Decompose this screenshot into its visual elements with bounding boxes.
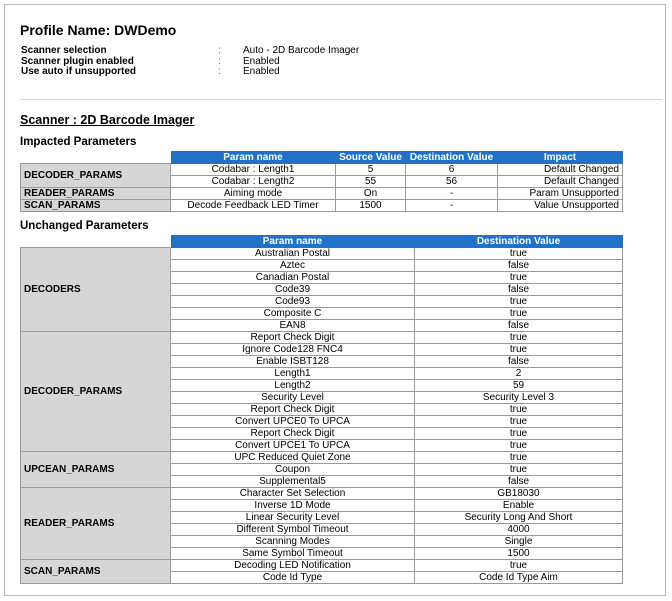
table-cell: Length2 xyxy=(171,380,415,392)
group-name-cell: SCAN_PARAMS xyxy=(21,560,171,584)
table-cell: Character Set Selection xyxy=(171,488,415,500)
table-row xyxy=(21,200,623,212)
header-impact: Impact xyxy=(498,152,623,164)
table-cell: Convert UPCE1 To UPCA xyxy=(171,440,415,452)
summary-value: Enabled xyxy=(243,66,280,77)
table-cell: true xyxy=(415,272,623,284)
table-cell: Australian Postal xyxy=(171,248,415,260)
table-cell: Convert UPCE0 To UPCA xyxy=(171,416,415,428)
table-row xyxy=(21,188,623,200)
table-cell: true xyxy=(415,452,623,464)
header-param-name: Param name xyxy=(171,236,415,248)
table-cell: true xyxy=(415,248,623,260)
table-cell: UPC Reduced Quiet Zone xyxy=(171,452,415,464)
table-cell: Scanning Modes xyxy=(171,536,415,548)
table-cell: true xyxy=(415,404,623,416)
header-param-name: Param name xyxy=(171,152,336,164)
table-row xyxy=(21,488,623,500)
group-name-cell: DECODER_PARAMS xyxy=(21,332,171,452)
header-group-column xyxy=(21,236,171,248)
table-cell: 1500 xyxy=(415,548,623,560)
table-cell: Different Symbol Timeout xyxy=(171,524,415,536)
group-name-cell: DECODERS xyxy=(21,248,171,332)
table-cell: Decoding LED Notification xyxy=(171,560,415,572)
table-cell: 55 xyxy=(336,176,406,188)
table-cell: Security Level xyxy=(171,392,415,404)
table-cell: 6 xyxy=(406,164,498,176)
table-cell: Code93 xyxy=(171,296,415,308)
unchanged-parameters-table xyxy=(20,235,623,584)
table-cell: true xyxy=(415,308,623,320)
table-cell: Inverse 1D Mode xyxy=(171,500,415,512)
table-cell: false xyxy=(415,320,623,332)
header-source-value: Source Value xyxy=(336,152,406,164)
table-cell: Security Long And Short xyxy=(415,512,623,524)
table-cell: true xyxy=(415,332,623,344)
summary-value: Enabled xyxy=(243,55,280,67)
scanner-section-title: Scanner : 2D Barcode Imager xyxy=(20,113,195,127)
table-cell: true xyxy=(415,296,623,308)
table-cell: Ignore Code128 FNC4 xyxy=(171,344,415,356)
table-cell: Enable xyxy=(415,500,623,512)
table-cell: Report Check Digit xyxy=(171,404,415,416)
profile-title: Profile Name: DWDemo xyxy=(20,22,177,38)
table-cell: Report Check Digit xyxy=(171,332,415,344)
summary-row xyxy=(21,67,359,78)
table-cell: On xyxy=(336,188,406,200)
summary-colon: : xyxy=(218,66,221,77)
table-cell: false xyxy=(415,260,623,272)
table-cell: false xyxy=(415,476,623,488)
table-cell: Same Symbol Timeout xyxy=(171,548,415,560)
table-cell: Codabar : Length1 xyxy=(171,164,336,176)
summary-row xyxy=(21,46,359,57)
group-name-cell: DECODER_PARAMS xyxy=(21,164,171,188)
table-cell: Linear Security Level xyxy=(171,512,415,524)
table-cell: true xyxy=(415,416,623,428)
table-cell: EAN8 xyxy=(171,320,415,332)
table-cell: - xyxy=(406,188,498,200)
table-row xyxy=(21,248,623,260)
table-cell: Single xyxy=(415,536,623,548)
summary-label: Scanner selection xyxy=(21,45,107,56)
table-cell: Code39 xyxy=(171,284,415,296)
table-cell: Decode Feedback LED Timer xyxy=(171,200,336,212)
group-name-cell: READER_PARAMS xyxy=(21,488,171,560)
table-cell: 56 xyxy=(406,176,498,188)
table-cell: true xyxy=(415,344,623,356)
table-header-row xyxy=(21,236,623,248)
table-cell: Code Id Type Aim xyxy=(415,572,623,584)
table-cell: Coupon xyxy=(171,464,415,476)
header-group-column xyxy=(21,152,171,164)
unchanged-parameters-title: Unchanged Parameters xyxy=(20,220,149,232)
section-divider xyxy=(20,99,662,100)
table-cell: Aiming mode xyxy=(171,188,336,200)
table-row xyxy=(21,332,623,344)
table-cell: Report Check Digit xyxy=(171,428,415,440)
table-cell: false xyxy=(415,356,623,368)
table-cell: Param Unsupported xyxy=(498,188,623,200)
table-row xyxy=(21,164,623,176)
table-cell: Value Unsupported xyxy=(498,200,623,212)
table-cell: Default Changed xyxy=(498,164,623,176)
summary-label: Scanner plugin enabled xyxy=(21,55,134,67)
table-cell: Code Id Type xyxy=(171,572,415,584)
table-cell: 1500 xyxy=(336,200,406,212)
table-cell: Aztec xyxy=(171,260,415,272)
table-cell: Canadian Postal xyxy=(171,272,415,284)
table-cell: false xyxy=(415,284,623,296)
table-cell: true xyxy=(415,428,623,440)
table-cell: Default Changed xyxy=(498,176,623,188)
summary-label: Use auto if unsupported xyxy=(21,66,136,77)
header-destination-value: Destination Value xyxy=(415,236,623,248)
summary-colon: : xyxy=(218,55,221,67)
table-cell: - xyxy=(406,200,498,212)
table-cell: 5 xyxy=(336,164,406,176)
summary-colon: : xyxy=(218,45,221,56)
table-cell: Codabar : Length2 xyxy=(171,176,336,188)
table-cell: Supplemental5 xyxy=(171,476,415,488)
table-header-row xyxy=(21,152,623,164)
impacted-parameters-title: Impacted Parameters xyxy=(20,136,137,148)
table-cell: 4000 xyxy=(415,524,623,536)
table-row xyxy=(21,560,623,572)
table-cell: Composite C xyxy=(171,308,415,320)
table-cell: GB18030 xyxy=(415,488,623,500)
header-destination-value: Destination Value xyxy=(406,152,498,164)
table-cell: Length1 xyxy=(171,368,415,380)
table-cell: true xyxy=(415,560,623,572)
summary-value: Auto - 2D Barcode Imager xyxy=(243,45,360,56)
group-name-cell: SCAN_PARAMS xyxy=(21,200,171,212)
table-cell: Security Level 3 xyxy=(415,392,623,404)
table-cell: 2 xyxy=(415,368,623,380)
impacted-parameters-table xyxy=(20,151,623,212)
group-name-cell: UPCEAN_PARAMS xyxy=(21,452,171,488)
table-cell: Enable ISBT128 xyxy=(171,356,415,368)
table-cell: true xyxy=(415,440,623,452)
table-cell: true xyxy=(415,464,623,476)
group-name-cell: READER_PARAMS xyxy=(21,188,171,200)
profile-summary xyxy=(21,46,359,78)
table-row xyxy=(21,452,623,464)
table-cell: 59 xyxy=(415,380,623,392)
